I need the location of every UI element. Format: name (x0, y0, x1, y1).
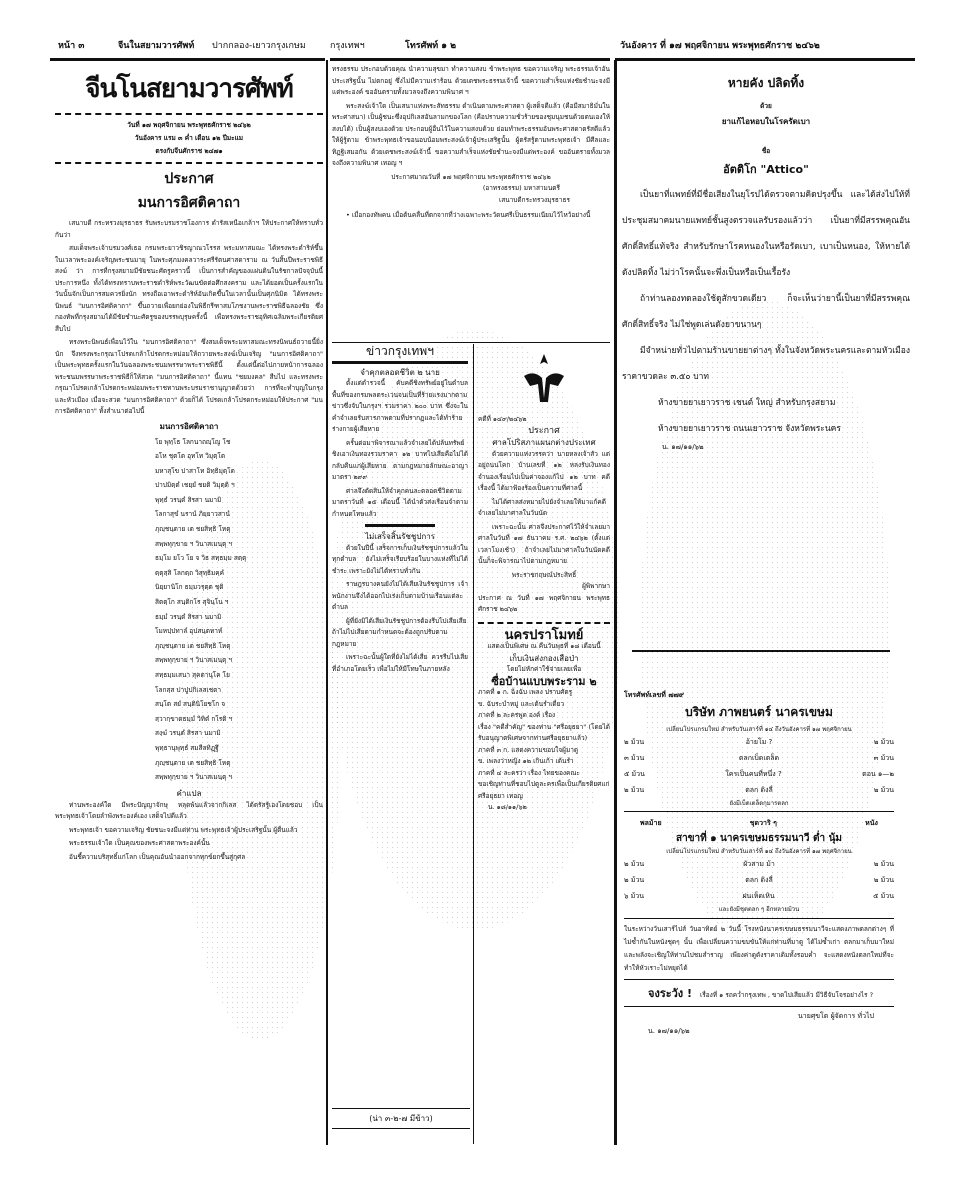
program-row (624, 782, 894, 798)
theatre-title: นครปราโมทย์ (504, 627, 584, 643)
dateline-2: วันอังคาร แรม ๓ ค่ำ เดือน ๑๒ ปีมะแม (134, 134, 244, 142)
proclamation-body (55, 218, 323, 418)
news-title-rule (332, 361, 468, 364)
signer-role: เสนาบดีกระทรวงมุรธาธร (499, 195, 570, 204)
prayer-paragraph: ทรงธรรม ประกอบด้วยคุณ นำความสุขมา ทำความสงบ ข้าพระพุทธ ขอความเจริญ พระธรรมเจ้าอันประเสริฐนั้น ไม่ตกอยู่ ซึ่งไม่มีความเร่าร้อน ด้วยเดชพระธรรมเจ้านี้ ขอความสำเร็จแห่งชัยชำนะจงมีแด่พระองค์ ขออันตรายทั้งมวลจงถึงความพินาศ ฯ (332, 65, 610, 96)
poem-line: ตฺตุสฺสิ โลกตฺถ วิสุทฺธิมคฺคํ (155, 568, 224, 577)
proclamation-paragraph: ทรงพระนิพนธ์เพื่อนไว้ใน "มนการอิศติคาถา" ซึ่งสมเด็จพระมหาสมณะทรงนิพนธ์ถวายนี้ยิ่งนัก จึงทรงพระกรุณาโปรดเกล้าโปรดกระหม่อมให้ถวายพระสงฆ์เป็นเจริญ "มนการอิศติคาถา" เป็นพระพุทธครั้งแรกในวันฉลองพระชนมพรรษาพระราชพิธีนี้ ตั้งแต่นี้ต่อไปภายหน้าการฉลองพระชนมพรรษาพระราชพิธีก็ให้สวด "มนการอิศติคาถา" นี้แทน "ชยมงคล" สืบไป และทรงพระกรุณาโปรดเกล้าโปรดกระหม่อมพระราชทานพระบรมราชานุญาตด้วยว่า การที่จะทำบุญในกรุงและหัวเมือง เมื่อจะสวด "มนการอิศติคาถา" ด้วยก็ได้ โปรดเกล้าโปรดกระหม่อมให้ประกาศ "มนการอิศติคาถา" ทั้งสำเนาต่อไปนี้ (55, 338, 323, 415)
ad-paragraph: ห้างขายยาเยาวราช เชนต์ ใหญ่ สำหรับกรุงสยาม (658, 398, 836, 408)
film-title: ผัวสาม ม้า (743, 860, 775, 868)
news-paragraph: เพราะฉะนั้นผู้ใดที่ยังไม่ได้เสีย ควรรีบไปเสียที่อำเภอโดยเร็ว เพื่อไม่ให้มีโทษในภายหลัง (332, 653, 468, 673)
program-row (624, 856, 894, 872)
ad-paragraph: ห้างขายยาเยาวราช ถนนเยาวราช จังหวัดพระนคร (658, 424, 841, 434)
theatre-act: ภาคที่ ๑ ก. ฉิ่งฉับ เพลง ปราบศัตรู (478, 688, 573, 696)
theatre-act: ภาคที่ ๔ ละครว่า เรื่อง ไทยของคณะ (478, 768, 580, 777)
reel-count: ๖ ม้วน (624, 892, 644, 900)
ad-body (622, 182, 910, 442)
cinema-col-label: หนัง (865, 819, 878, 827)
garuda-emblem-icon (514, 350, 574, 410)
reel-count: ๒ ม้วน (624, 738, 645, 746)
cinema-cols (624, 815, 894, 831)
proclamation-intro: เสนาบดี กระทรวงมุรธาธร รับพระบรมราชโองการ ดำรัสเหนือเกล้าฯ ให้ประกาศให้ทราบทั่วกันว่า (55, 219, 323, 239)
cinema-program (624, 734, 894, 798)
translation-title: คำแปล (176, 788, 202, 798)
program-row (624, 750, 894, 766)
court-subtitle: ศาลโปริสภาแผนกต่างประเทศ (492, 438, 596, 447)
header-page-number: หน้า ๓ (58, 41, 85, 51)
cinema-col-label: พลม้าย (640, 819, 662, 827)
cinema-program-2 (624, 856, 894, 904)
poem-line: สพฺพทุกฺขาย ฯ วินาสเมนฺตุ ฯ (155, 656, 233, 665)
poem-title: มนการอิศติคาถา (159, 421, 219, 431)
middle-subdivider (473, 344, 474, 1144)
reel-count: ๒ ม้วน (873, 738, 894, 746)
header-city: กรุงเทพฯ (330, 41, 365, 51)
poem-line: สิตตฺโก สนฺติกโร สุจินฺโน ฯ (155, 598, 229, 607)
ad-headline: หายคัง ปลิดทิ้ง (727, 76, 805, 90)
header-phone: โทรศัพท์ ๑ ๒ (405, 41, 457, 51)
ad-sub: ด้วย (760, 102, 772, 110)
reel-count: ๕ ม้วน (624, 770, 645, 778)
poem-line: พุทฺธํ วรนฺตํ สิรสา นมามิ (155, 495, 222, 504)
theatre-act: ข. ฉับระบำหมู่ และเต้นรำเดี่ยว (478, 699, 565, 708)
news-end-rule (332, 1108, 470, 1109)
warning-title: จงระวัง ! (648, 987, 693, 1000)
poem-line: มหาสุโข ปาสาโท อิทฺธิมุตฺโต (155, 466, 235, 475)
court-case-number: คดีที่ ๑๔๙/๒๔๖๒ (478, 415, 527, 423)
poem-line: นิยฺยานิโก ธมฺมวรุตฺต ชุติ (155, 583, 224, 592)
poem-line: ภุญฺชนฺตาย เต ชยสิทฺธิ โหตุ (155, 641, 231, 650)
prayer-paragraph: พระสงฆ์เจ้าใด เป็นเสนาแห่งพระสัทธรรม ดำเนินตามพระศาสดา ผู้เสด็จดีแล้ว (คือมีสมาธิมั่นในพระศาสนา) เป็นผู้ชนะซึ่งอุปกิเลสอันลามกของโลก (คือปราบความชั่วร้ายของชุมนุมชนด้วยตนเองให้สงบได้) เป็นผู้สงบเองด้วย ประกอบผู้อื่นไว้ในความสงบด้วย ย่อมทำพระธรรมอันพระศาสดาตรัสดีแล้วให้ผู้รู้ตาม ข้าพระพุทธเจ้าขอนอบน้อมพระสงฆ์เจ้าผู้ประเสริฐนั้น ผู้ตรัสรู้ตามพระพุทธเจ้า มีศีลและทิฏฐิเสมอกัน ด้วยเดชพระสงฆ์เจ้านี้ ขอความสำเร็จแห่งชัยชำนะจงมีแด่พระองค์ ขออันตรายทั้งมวลจงถึงความพินาศ เทอญ ฯ (332, 101, 610, 167)
header-publisher: ปากกลอง-เยาวกรุงเกษม (212, 41, 306, 51)
header-rule (615, 58, 915, 61)
news-continued: (น่า ๓-๒-๗ มีข้าว) (369, 1114, 433, 1123)
news-end-rule (332, 1128, 470, 1129)
court-paragraph: ไม่ได้ศาลส่งหมายไปยังจำเลยให้มาแก้คดี จำเลยไม่มาศาลในวันนัด (478, 497, 606, 517)
film-title: ตลก ดิงลี่ (745, 786, 773, 794)
cinema-notice: เปลี่ยนโปรแกรมใหม่ สำหรับวันเสาร์ที่ ๑๔ ถึงวันอังคารที่ ๑๗ พฤศจิกายน (666, 848, 852, 855)
news-headline-2: ไม่เสร็จสิ้นรัชชูปการ (364, 532, 436, 541)
section-rule (332, 342, 610, 343)
cinema-date: น. ๑๗/๑๑/๖๒ (648, 1027, 690, 1035)
court-judge: พระราชกฤษณ์ประสิทธิ์ (511, 570, 577, 579)
ad-paragraph: เป็นยาที่แพทย์ที่มีชื่อเสียงในยุโรปได้ตรวจตามคิดปรุงขึ้น และได้ส่งไปให้ที่ประชุมสมาคมนายแพทย์ชั้นสูงตรวจแลรับรองแล้วว่า เป็นยาที่มีสรรพคุณอันศักดิ์สิทธิ์แท้จริง สำหรับรักษาโรคหนองในหรือรัดเบา, เบาเป็นหนอง, ให้หายได้ดังปลิดทิ้ง ไม่ว่าโรคนั้นจะพึ่งเป็นหรือเป็นเรื้อรัง (622, 190, 910, 278)
warning-text: เรื่องที่ ๑ รถคว่ำกรุงเทพ , ขาดไปเสียแล้ว มีวิธีจับโจรอย่างไร ? (700, 991, 874, 999)
court-column (478, 350, 610, 814)
masthead: จีนโนสยามวารศัพท์ (85, 74, 293, 104)
poem-line: ภุญฺชนฺตาย เต ชยสิทฺธิ โหตุ (155, 758, 231, 767)
court-end-rule (478, 622, 610, 624)
reel-count: ๒ ม้วน (624, 876, 645, 884)
ad-sub: ยาแก้ไอหอบในโรครัดเบา (721, 117, 811, 126)
middle-top (332, 64, 610, 224)
signer-title: (อาทรงธรรม) มหาสามนตรี (482, 184, 560, 192)
program-row (624, 734, 894, 750)
notice-text: • เมื่อกองทัพคน เมื่อต้นคลื่นที่ตกจากที่ว่างเฉพาะพระวัดนศรีเป็นธรรมเนียมไว้ไหว้อย่างนี้ (346, 211, 591, 219)
theatre-act: ภาคที่ ๓ ก. แสดงความขอบใจผู้มาดู (478, 745, 579, 754)
reel-count: ๕ ม้วน (873, 892, 894, 900)
news-section-title: ข่าวกรุงเทพฯ (366, 344, 434, 358)
news-paragraph: ตั้งแต่ตำรวจนี้ คับคดีชิงทรัพย์อยู่ในตำบลพื้นที่ของกรมพลตระเวนจนเป็นที่ร้ายแรงมากตามข่าวซึ่งจับในกรุงฯ รวมราคา ๒๐๐ บาท ซึ่งจะในคำจำเลยรับสารภาพตามที่ปรากฏและได้ทำร้ายร่างกายผู้เสียหาย (332, 379, 468, 433)
theatre-act: ภาคที่ ๒ ละครพูด องค์ เรื่อง (478, 711, 556, 719)
cinema-signoff: นายศุขโต ผู้จัดการ ทั่วไป (798, 1012, 874, 1020)
poem-line: สฺวากฺขาตธมฺมํ วิทิตํ กโรติ ฯ (155, 714, 233, 723)
poem-line: อโห ชุตโต อุทโท วิมุตฺโต (155, 452, 226, 461)
reel-count: ๓ ม้วน (624, 754, 645, 762)
cinema-ad (624, 690, 894, 1037)
cinema-footer: ยังมีเบ็ดเตล็ดกุมารตลก (729, 800, 789, 807)
header-rule (330, 58, 610, 61)
court-paragraph: ด้วยความแห่งวรรคว่า นายหลงเจ้าสัว แต่อยู่ถนนโคก บ้านเลขที่ ๑๒ หลงรับเงินทองจำนองเรือนไปเป็นค่าจองแก้ไป ๑๒ บาท คดีเรื่องนี้ ได้มาฟ้องร้องเป็นความที่ศาลนี้ (478, 449, 610, 492)
news-headline-1: จำคุกตลอดชีวิต ๒ นาย (360, 367, 440, 377)
film-title: ฝนเห็ดเหิน (742, 892, 775, 900)
news-paragraph: ด้วยในปีนี้ เสร็จการเก็บเงินรัชชูปการแล้วในทุกตำบล ยังไม่เสร็จเรียบร้อยในบางแห่งที่ไม่ได้ชำระ เพราะยังไม่ได้ทราบทั่วกัน (332, 543, 468, 575)
news-paragraph: ราษฎรบางคนยังไม่ได้เสียเงินรัชชูปการ เจ้าพนักงานจึงได้ออกไปเร่งเก็บตามบ้านเรือนแต่ละตำบล (332, 580, 468, 611)
news-separator (365, 524, 435, 527)
poem-line: สทฺธมฺมเสนา สุคตานุโค โย (155, 671, 230, 679)
poem-line: สพฺพทุกฺขาย ฯ วินาสเมนฺตุ ฯ (155, 773, 233, 782)
translation-body (55, 800, 323, 864)
cinema-rule (624, 918, 894, 919)
header-paper-name: จีนในสยามวารศัพท์ (118, 41, 195, 51)
proclamation-paragraph: สมเด็จพระเจ้าบรมวงศ์เธอ กรมพระยาวชิรญาณวโรรส พระมหาสมณะ ได้ทรงพระดำริห์ขึ้นในเวลาพระองค์เจริญพระชนมายุ ในพระศุภมงคลวาระศรีรัตนศาสดาราม ณ วันสิ้นปีพระราชพิธีสงฆ์ ว่า การที่กรุงสยามมีชัยชนะศัตรูคราวนี้ เป็นการสำคัญของแผ่นดินในรัชกาลปัจจุบันนี้ ประการหนึ่ง ทั้งได้ทรงทราบพระราชดำริห์พระวัฒนขัดต่อศึกสงคราม และได้ยอดเป็นครั้งแรกในวันนั้นจักเป็นการสมควรยิ่งนัก ทรงถือเอาพระดำริห์อันเกิดขึ้นในเวลานั้นเป็นศุภนิมิต ได้ทรงพระนิพนธ์ "มนการอิศติคาถา" ขึ้นถวายเพื่อยกย่องในพิธีกรีฑาสมโภชงานพระราชพิธีฉลองชัย ซึ่งกองทัพที่กรุงสยามได้มีชัยชำนะศัตรูของบรรพบุรุษครั้งนี้ เพื่อทรงพระราชอุทิศเฉลิมพระเกียรติยศสืบไป (55, 244, 323, 333)
reel-count: ๒ ม้วน (624, 860, 645, 868)
translation-paragraph: ท่านพระองค์ใด มีพระปัญญาจักษุ หลุดพ้นแล้วจากกิเลส ได้ตรัสรู้เองโดยชอบ เป็นพระพุทธเจ้าโดยลำพังพระองค์เอง เสด็จไปดีแล้ว (55, 800, 323, 821)
cinema-notice: เปลี่ยนโปรแกรมใหม่ สำหรับวันเสาร์ที่ ๑๔ ถึงวันอังคารที่ ๑๗ พฤศจิกายน (666, 726, 852, 733)
dateline-rule (55, 162, 323, 164)
theatre-line: โดยไม่หักค่าใช้จ่ายเลยเพื่อ (506, 665, 582, 673)
ad-brand: อัตติโก "Attico" (723, 163, 809, 176)
theatre-play-title: ซื่อบ้านแบบพระราม ๒ (491, 674, 597, 688)
ad-paragraph: มีจำหน่ายทั่วไปตามร้านขายยาต่างๆ ทั้งในจังหวัดพระนครและตามหัวเมือง ราคาขวดละ ๓.๕๐ บาท (622, 346, 910, 382)
poem-line: โย พุทฺโธ โลกนาถญฺโญ โช (155, 437, 231, 446)
poem-line: ปาปมิตฺตํ เชยฺยํ ชยติ วิมุตฺติ ฯ (155, 481, 235, 490)
court-paragraph: เพราะฉะนั้น ศาลจึงประกาศไว้ให้จำเลยมาศาลในวันที่ ๑๗ ธันวาคม ร.ศ. ๒๔๖๒ (ตั้งแต่เวลาโมงเช้า) ถ้าจำเลยไม่มาศาลในวันนัดคดีนั้นก็จะพิจารณาไปตามกฎหมาย (478, 522, 610, 565)
news-paragraph: ผู้ที่ยังมิได้เสียเงินรัชชูปการต้องรีบไปเสียเสีย ถ้าไม่ไปเสียตามกำหนดจะต้องถูกปรับตามกฎหมาย (332, 616, 467, 648)
column-divider (326, 60, 328, 1145)
episode: ตอน ๑—๒ (862, 770, 894, 778)
theatre-act: ข. เพลงว่าหญิง ๑๒ เกินเก้า เต้นรำ (478, 757, 574, 765)
column-divider (614, 60, 617, 1145)
poem-line: ธมฺโม ยโว โย จ วิธ สทฺธมฺม สตฺตุ (155, 554, 247, 563)
proclamation-title: ประกาศ (164, 171, 214, 187)
news-paragraph: ครั้นต่อมาพิจารณาแล้วจำเลยได้ปล้นทรัพย์ชิงเอาเงินทองรวมราคา ๑๒ บาทไปเสียคือไม่ได้กลับคืนแก่ผู้เสียหาย ตามกฎหมายลักษณะอาญามาตรา ๒๙๙ (332, 438, 468, 481)
poem-line: สงฺฆํ วรนฺตํ สิรสา นมามิ (155, 729, 221, 738)
cinema-footer: และยังมีชุดตลก ๆ อีกหลายม้วน (718, 906, 800, 913)
cinema-branch: สาขาที่ ๑ นาครเขษมธรรมนาวี ต่ำ นุ้ม (675, 833, 843, 844)
reel-count: ๓ ม้วน (873, 754, 894, 762)
cinema-closing: ในระหว่างวันเสาร์ไปส์ วันอาทิตย์ ๒ วันนี้ โรงหนังนาครเขษมธรรมนาวีจะแสดงภาพตลกต่างๆ ที่ไม่ซ้ำกันในหนังชุดๆ นั้น เพื่อเปลี่ยนความขบขันให้แก่ท่านที่มาดู ได้ไม่ซ้ำเก่า ตลกมาเก็บมาใหม่ และพลังจะเชิญให้ท่านไปชมสำราญ เพียงค่าดูดังราคาเดิมทั้งรอบค่ำ จะแสดงหนังตลกใหม่ที่จะทำให้หัวเราะไม่หยุดได้ (624, 925, 894, 972)
program-row (624, 872, 894, 888)
theatre-act: ขอเชิญท่านที่ชอบไปดูละครเพื่อเป็นเกียรติยศแก่ศรีอยุธยา เทอญ (478, 780, 610, 800)
theatre-act: เรื่อง "คดีสำคัญ" ของท่าน "ศรีอยุธยา" (โดยได้รับอนุญาตพิเศษจากท่านศรีอยุธยาแล้ว) (478, 722, 610, 742)
court-judge-role: ผู้พิพากษา (582, 582, 610, 590)
film-title: อ้ายโม ? (745, 738, 773, 746)
masthead-rule (55, 113, 323, 115)
news-paragraph: ศาลจึงตัดสินให้จำคุกคนละตลอดชีวิตตามมาตราวันที่ ๑๕ เดือนนี้ ได้นำตัวส่งเรือนจำตามกำหนดโทษแล้ว (332, 486, 468, 518)
translation-paragraph: พระพุทธเจ้า ขอความเจริญ ชัยชนะจงมีแด่ท่าน พระพุทธเจ้าผู้ประเสริฐนั้น ผู้ตื่นแล้ว (69, 825, 298, 834)
cinema-rule (624, 811, 894, 812)
film-title: ใครเป็นคนที่หนึ่ง ? (725, 770, 782, 778)
film-title: ตลก ดิงลี่ (745, 876, 773, 884)
theatre-date: น. ๑๘/๑๑/๖๒ (488, 803, 527, 811)
program-row (624, 766, 894, 782)
cinema-phone: โทรศัพท์เลขที่ ๗๗๙ (624, 691, 684, 699)
cinema-col-label: ชุดวาริ ๆ (749, 819, 777, 827)
dateline-1: วันที่ ๑๗ พฤศจิกายน พระพุทธศักราช ๒๔๖๒ (127, 121, 251, 129)
reel-count: ๒ ม้วน (873, 876, 894, 884)
film-title: ตลกเบ็ดเตล็ด (738, 754, 780, 762)
poem-line: โลกาสุขํ นรานํ ภิยฺยาวสานํ (155, 510, 230, 519)
ad-sub: ชื่อ (761, 147, 771, 155)
ad-date: น. ๑๗/๑๑/๖๒ (662, 443, 704, 451)
poem-line: โมหปฺปทาลํ อุปสนฺตทาหํ (155, 627, 223, 636)
proclaimed-date: ประกาศมาณวันที่ ๑๗ พฤศจิกายน พระพุทธศักราช ๒๔๖๒ (391, 172, 551, 181)
news-column (332, 346, 468, 677)
poem-line: ภุญฺชนฺตาย เต ชยสิทฺธิ โหตุ (155, 525, 231, 534)
header-rule (50, 58, 325, 61)
translation-paragraph: อันชี้ความบริสุทธิ์แก่โลก เป็นคุณอันนำออกจากทุกข์ยกขึ้นสู่กุศล (69, 852, 246, 861)
poem-line: สนฺโต สยํ สนฺตินิโยชโก จ (155, 700, 226, 709)
poem (155, 435, 323, 785)
cinema-rule (624, 979, 894, 980)
poem-line: สพฺพทุกฺขาย ฯ วินาสเมนฺตุ ฯ (155, 539, 233, 548)
theatre-line: เก็บเงินส่งกองเสือป่า (509, 653, 579, 663)
left-column (55, 62, 323, 865)
header-date: วันอังคาร ที่ ๑๗ พฤศจิกายน พระพุทธศักราช ๒๔๖๒ (620, 41, 820, 51)
poem-line: พุทฺธานุพุทฺธํ สมสีลทิฏฺฐึ (155, 743, 219, 752)
program-row (624, 888, 894, 904)
reel-count: ๒ ม้วน (873, 786, 894, 794)
ad-end-rule (632, 650, 890, 652)
cinema-company: บริษัท ภาพยนตร์ นาครเขษม (685, 705, 833, 719)
reel-count: ๒ ม้วน (624, 786, 645, 794)
poem-line: โลกสฺส ปาปูปกิเลสเชตา (155, 685, 222, 694)
poem-line: ธมฺมํ วรนฺตํ สิรสา นมามิ (155, 612, 222, 621)
proclamation-subtitle: มนการอิศติคาถา (137, 195, 241, 211)
warning-block (624, 984, 894, 1002)
translation-paragraph: พระธรรมเจ้าใด เป็นคุณของพระศาสดาพระองค์นั้น (69, 839, 210, 848)
reel-count: ๒ ม้วน (873, 860, 894, 868)
right-column (622, 66, 910, 453)
theatre-line: แสดงเป็นพิเศษ ณ คืนวันพุธที่ ๑๘ เดือนนี้ (487, 642, 601, 650)
court-title: ประกาศ (528, 425, 560, 436)
court-date: ประกาศ ณ วันที่ ๑๗ พฤศจิกายน พระพุทธศักราช ๒๔๖๒ (478, 593, 610, 613)
ad-paragraph: ถ้าท่านลองทดลองใช้ดูสักขวดเดียว ก็จะเห็นว่ายานี้เป็นยาที่มีสรรพคุณศักดิ์สิทธิ์จริง ไม่ใช่พูดเล่นดังยาขนานๆ (622, 294, 910, 330)
dateline-3: ตรงกับจีนศักราช ๒๔๗๑ (155, 147, 223, 155)
cinema-rule (624, 1006, 894, 1007)
